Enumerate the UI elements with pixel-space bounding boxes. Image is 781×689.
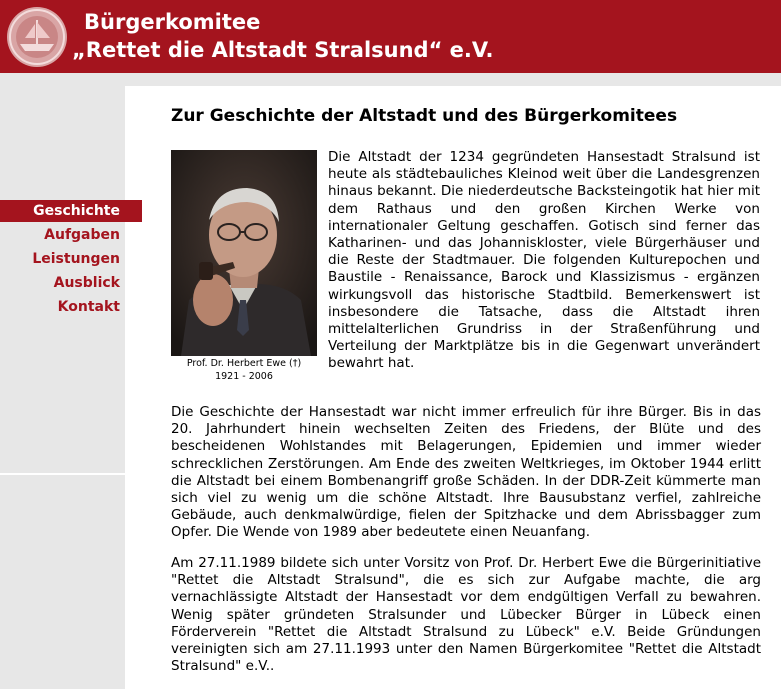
photo-caption-name: Prof. Dr. Herbert Ewe (†) [186, 358, 302, 369]
site-title-line2: „Rettet die Altstadt Stralsund“ e.V. [72, 38, 494, 62]
site-title-line1: Bürgerkomitee [84, 10, 261, 34]
city-seal-logo[interactable] [6, 6, 68, 68]
page-title: Zur Geschichte der Altstadt und des Bürgerkomitees [171, 106, 678, 126]
history-paragraph-3: Am 27.11.1989 bildete sich unter Vorsitz von Prof. Dr. Herbert Ewe die Bürgerinitiative "Rettet die Altstadt Stralsund", die es sich zur Aufgabe machte, die arg vernachlässigte Altstadt der Hansestadt vor dem endgültigen Verfall zu bewahren. Wenig später gründeten Stralsunder und Lübecker Bürger in Lübeck einen Förderverein "Rettet die Altstadt Stralsund zu Lübeck" e.V. Beide Gründungen vereinigten sich am 27.11.1993 unter den Namen Bürgerkomitee "Rettet die Altstadt Stralsund" e.V.. [171, 555, 761, 675]
main-navigation [0, 200, 142, 320]
nav-item-leistungen[interactable]: Leistungen [32, 251, 120, 267]
header-divider-strip [0, 73, 781, 86]
nav-item-kontakt[interactable]: Kontakt [57, 299, 120, 315]
history-paragraph-1: Die Altstadt der 1234 gegründeten Hansestadt Stralsund ist heute als städtebauliches Kleinod weit über die Landesgrenzen hinaus bekannt. Die niederdeutsche Backsteingotik hat hier mit dem Rathaus und den großen Kirchen Werke von internationaler Geltung geschaffen. Gotisch sind ferner das Katharinen- und das Johanniskloster, viele Bürgerhäuser und die Reste der Stadtmauer. Die folgenden Kulturepochen und Baustile - Renaissance, Barock und Klassizismus - ergänzen wirkungsvoll das historische Stadtbild. Bemerkenswert ist insbesondere die Tatsache, dass die Altstadt ihren mittelalterlichen Grundriss in der Straßenführung und Verteilung der Marktplätze bis in die Gegenwart unverändert bewahrt hat. [328, 149, 760, 372]
site-header [0, 0, 781, 73]
sidebar-divider [0, 473, 165, 475]
nav-item-ausblick[interactable]: Ausblick [53, 275, 120, 291]
portrait-photo [171, 150, 317, 356]
sidebar [0, 86, 125, 689]
history-paragraph-2: Die Geschichte der Hansestadt war nicht immer erfreulich für ihre Bürger. Bis in das 20. Jahrhundert hinein wechselten Zeiten des Friedens, der Blüte und des bescheidenen Wohlstandes mit Belagerungen, Epidemien und immer wieder schrecklichen Zerstörungen. Am Ende des zweiten Weltkrieges, im Oktober 1944 erlitt die Altstadt bei einem Bombenangriff große Schäden. In der DDR-Zeit kümmerte man sich viel zu wenig um die schöne Altstadt. Ihre Bausubstanz verfiel, zahlreiche Gebäude, auch denkmalwürdige, fielen der Spitzhacke und dem Abrissbagger zum Opfer. Die Wende von 1989 aber bedeutete einen Neuanfang. [171, 404, 761, 541]
nav-item-geschichte[interactable]: Geschichte [0, 200, 142, 222]
photo-caption [171, 357, 317, 383]
nav-item-aufgaben[interactable]: Aufgaben [44, 227, 120, 243]
photo-caption-years: 1921 - 2006 [215, 371, 273, 382]
